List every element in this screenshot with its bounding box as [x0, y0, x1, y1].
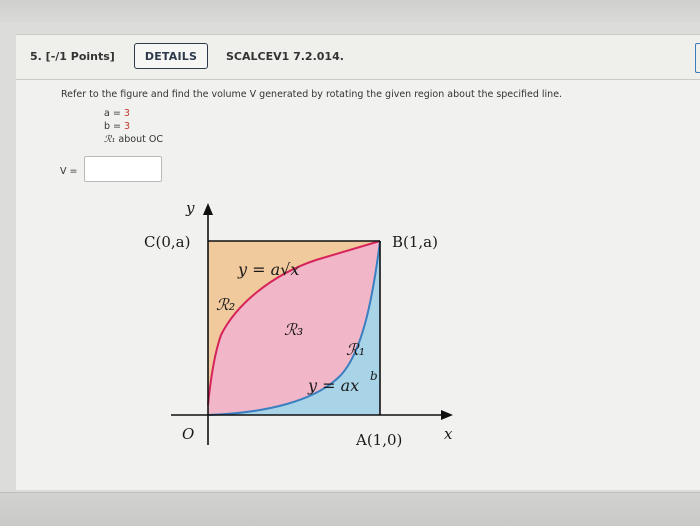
bottom-curve-label: y = ax [308, 376, 360, 395]
question-header [16, 35, 700, 80]
param-a [104, 108, 130, 119]
volume-answer-input[interactable] [84, 156, 162, 182]
axis-text: about OC [115, 134, 163, 145]
bottom-band [0, 492, 700, 526]
top-band [0, 0, 700, 22]
question-card [16, 34, 700, 490]
param-b-label: b = [104, 121, 125, 132]
region-figure [16, 195, 700, 495]
region-r2-label: ℛ₂ [216, 295, 236, 314]
point-a-label: A(1,0) [356, 431, 403, 449]
origin-label: O [182, 425, 195, 443]
question-code: SCALCEV1 7.2.014. [226, 50, 344, 63]
param-b-value: 3 [124, 121, 131, 132]
bottom-curve-exponent: b [370, 369, 378, 383]
problem-prompt: Refer to the figure and find the volume V generated by rotating the given region about the specified line. [61, 89, 563, 100]
y-axis-label: y [186, 199, 195, 217]
y-axis-arrow [203, 203, 213, 215]
question-number: 5. [-/1 Points] [30, 50, 115, 63]
region-r1-label: ℛ₁ [346, 340, 366, 359]
details-button[interactable]: DETAILS [134, 43, 208, 69]
answer-label: V = [60, 166, 78, 177]
param-a-label: a = [104, 108, 124, 119]
region-symbol: ℛ₁ [104, 134, 116, 145]
x-axis-arrow [441, 410, 453, 420]
x-axis-label: x [444, 425, 453, 443]
param-a-value: 3 [123, 108, 130, 119]
next-panel-edge[interactable] [695, 43, 700, 73]
top-curve-label: y = a√x [238, 260, 300, 279]
point-c-label: C(0,a) [144, 233, 191, 251]
rotation-spec [104, 134, 163, 145]
param-b [104, 121, 130, 132]
point-b-label: B(1,a) [392, 233, 438, 251]
region-r3-label: ℛ₃ [284, 320, 304, 339]
